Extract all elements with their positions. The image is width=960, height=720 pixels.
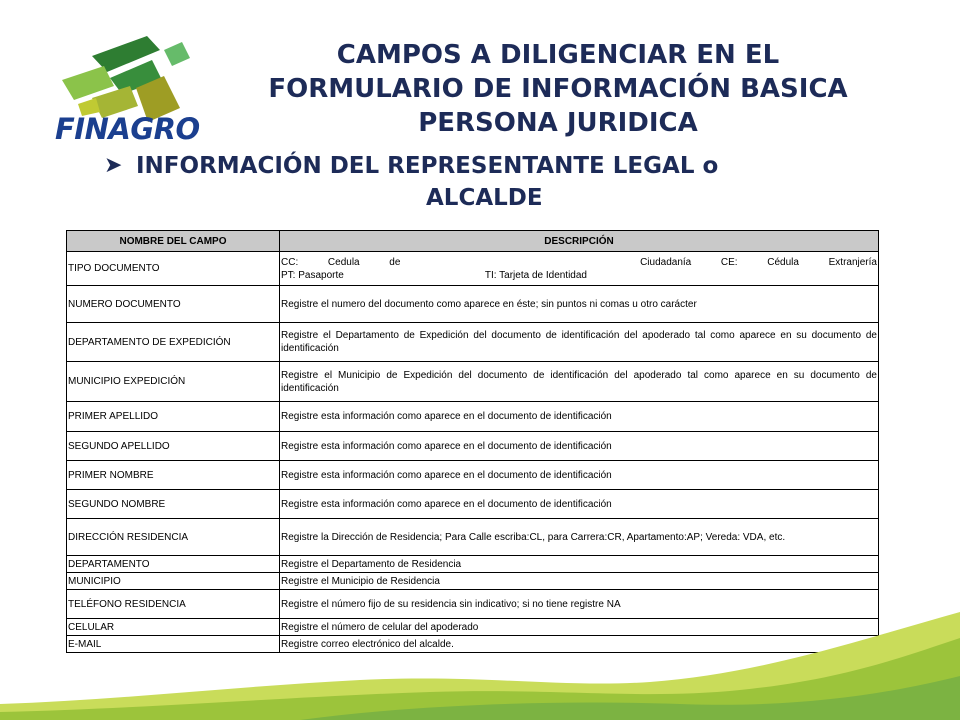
column-header-description: DESCRIPCIÓN xyxy=(280,231,879,252)
page-title xyxy=(218,38,898,140)
doc-type-text: Cédula xyxy=(767,256,799,268)
table-row xyxy=(67,573,879,590)
table-row xyxy=(67,362,879,402)
table-header-row xyxy=(67,231,879,252)
page-title-line-2: FORMULARIO DE INFORMACIÓN BASICA xyxy=(268,74,848,104)
column-header-field-name: NOMBRE DEL CAMPO xyxy=(67,231,280,252)
field-name: PRIMER NOMBRE xyxy=(67,461,280,490)
field-description: Registre esta información como aparece en el documento de identificación xyxy=(280,461,879,490)
field-description: Registre esta información como aparece en el documento de identificación xyxy=(280,432,879,461)
doc-type-cc: CC: xyxy=(281,256,299,268)
field-name: MUNICIPIO EXPEDICIÓN xyxy=(67,362,280,402)
brand-name: FINAGRO xyxy=(55,112,200,146)
page-title-line-1: CAMPOS A DILIGENCIAR EN EL xyxy=(336,40,780,70)
field-description: Registre el número fijo de su residencia sin indicativo; si no tiene registre NA xyxy=(280,590,879,619)
table-row xyxy=(67,252,879,286)
field-name: CELULAR xyxy=(67,619,280,636)
field-name: E-MAIL xyxy=(67,636,280,653)
field-description xyxy=(280,252,879,286)
doc-type-text: Extranjería xyxy=(828,256,877,268)
field-name: PRIMER APELLIDO xyxy=(67,402,280,432)
field-name: SEGUNDO NOMBRE xyxy=(67,490,280,519)
field-name: TIPO DOCUMENTO xyxy=(67,252,280,286)
field-name: DIRECCIÓN RESIDENCIA xyxy=(67,519,280,556)
table-row xyxy=(67,323,879,362)
doc-type-text: Ciudadanía xyxy=(640,256,692,268)
table-row xyxy=(67,490,879,519)
field-description: Registre esta información como aparece en el documento de identificación xyxy=(280,490,879,519)
field-description: Registre el Municipio de Residencia xyxy=(280,573,879,590)
doc-type-text: de xyxy=(389,256,401,268)
table-row xyxy=(67,556,879,573)
field-description: Registre la Dirección de Residencia; Para Calle escriba:CL, para Carrera:CR, Apartamento:AP; Vereda: VDA, etc. xyxy=(280,519,879,556)
decorative-wave xyxy=(0,600,960,720)
doc-type-ti: TI: Tarjeta de Identidad xyxy=(484,269,587,281)
doc-type-pt: PT: Pasaporte xyxy=(281,269,344,281)
field-description: Registre el número de celular del apoderado xyxy=(280,619,879,636)
section-heading-line-2: ALCALDE xyxy=(426,185,543,211)
fields-table xyxy=(66,230,879,653)
field-name: DEPARTAMENTO xyxy=(67,556,280,573)
field-description: Registre el Departamento de Residencia xyxy=(280,556,879,573)
field-description: Registre correo electrónico del alcalde. xyxy=(280,636,879,653)
table-row xyxy=(67,286,879,323)
field-name: TELÉFONO RESIDENCIA xyxy=(67,590,280,619)
table-row xyxy=(67,461,879,490)
doc-type-ce: CE: xyxy=(720,256,738,268)
field-description: Registre el Departamento de Expedición del documento de identificación del apoderado tal como aparece en su documento de identificación xyxy=(280,323,879,362)
field-name: MUNICIPIO xyxy=(67,573,280,590)
table-row xyxy=(67,402,879,432)
doc-type-text: Cedula xyxy=(327,256,360,268)
field-description: Registre esta información como aparece en el documento de identificación xyxy=(280,402,879,432)
field-description: Registre el numero del documento como aparece en éste; sin puntos ni comas u otro carácter xyxy=(280,286,879,323)
section-heading-line-1: INFORMACIÓN DEL REPRESENTANTE LEGAL o xyxy=(136,153,719,179)
field-name: DEPARTAMENTO DE EXPEDICIÓN xyxy=(67,323,280,362)
field-description: Registre el Municipio de Expedición del documento de identificación del apoderado tal como aparece en su documento de identificación xyxy=(280,362,879,402)
table-row xyxy=(67,432,879,461)
page-title-line-3: PERSONA JURIDICA xyxy=(418,108,698,138)
field-name: SEGUNDO APELLIDO xyxy=(67,432,280,461)
field-name: NUMERO DOCUMENTO xyxy=(67,286,280,323)
table-row xyxy=(67,519,879,556)
arrow-bullet-icon: ➤ xyxy=(104,153,123,178)
